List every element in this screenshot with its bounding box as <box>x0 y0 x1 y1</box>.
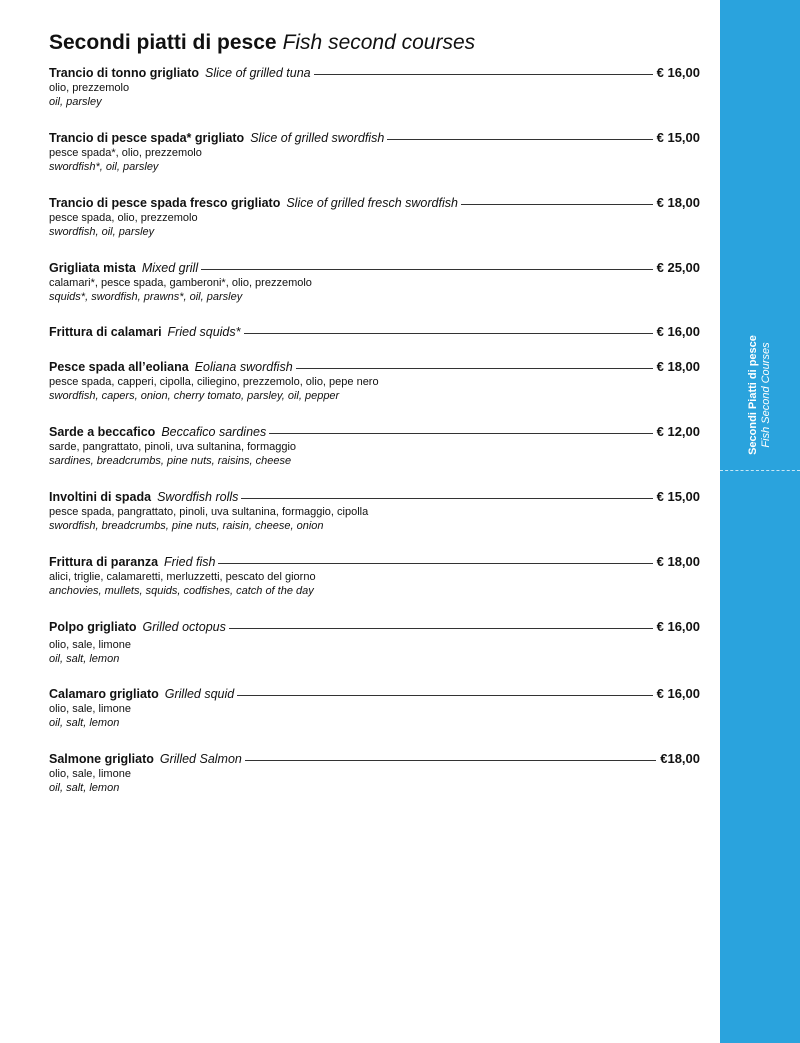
dotted-leader <box>218 563 652 564</box>
dotted-leader <box>269 433 652 434</box>
menu-item <box>49 423 700 488</box>
dish-name-italian: Frittura di paranza <box>49 555 159 569</box>
dish-name-italian: Grigliata mista <box>49 261 136 275</box>
menu-item-header <box>49 685 700 702</box>
menu-item <box>49 323 700 358</box>
ingredients-italian: olio, sale, limone <box>49 703 131 715</box>
ingredients-italian: olio, prezzemolo <box>49 82 130 94</box>
menu-item <box>49 64 700 129</box>
dish-name-english: Grilled squid <box>164 687 235 701</box>
sidebar-label-italian: Secondi Piatti di pesce <box>747 335 759 455</box>
dish-name-english: Grilled Salmon <box>159 752 242 766</box>
dotted-leader <box>237 695 652 696</box>
dish-name-italian: Involtini di spada <box>49 490 152 504</box>
ingredients-italian: pesce spada, capperi, cipolla, ciliegino, prezzemolo, olio, pepe nero <box>49 376 379 388</box>
dish-name-english: Swordfish rolls <box>157 490 239 504</box>
dish-name-english: Beccafico sardines <box>161 425 267 439</box>
ingredients-english: swordfish*, oil, parsley <box>49 161 159 173</box>
dish-name-english: Mixed grill <box>141 261 199 275</box>
menu-item <box>49 553 700 618</box>
ingredients-english: swordfish, oil, parsley <box>49 226 155 238</box>
dish-name-english: Fried squids* <box>167 325 241 339</box>
dotted-leader <box>314 74 653 75</box>
sidebar-divider <box>720 470 800 471</box>
dotted-leader <box>387 139 652 140</box>
menu-item-header <box>49 64 700 81</box>
dish-price: € 25,00 <box>656 260 700 275</box>
dish-price: € 16,00 <box>656 619 700 634</box>
menu-item <box>49 488 700 553</box>
dish-name-italian: Trancio di pesce spada fresco grigliato <box>49 196 281 210</box>
menu-item <box>49 685 700 750</box>
dish-name-italian: Pesce spada all’eoliana <box>49 360 189 374</box>
ingredients-english: oil, salt, lemon <box>49 717 120 729</box>
menu-item-header <box>49 423 700 440</box>
dish-price: € 15,00 <box>656 130 700 145</box>
dotted-leader <box>229 628 653 629</box>
dish-name-english: Slice of grilled tuna <box>205 66 311 80</box>
dish-price: € 18,00 <box>656 195 700 210</box>
menu-item-header <box>49 323 700 340</box>
ingredients-italian: pesce spada*, olio, prezzemolo <box>49 147 202 159</box>
ingredients-italian: alici, triglie, calamaretti, merluzzetti, pescato del giorno <box>49 571 316 583</box>
menu-page <box>49 28 700 800</box>
menu-item <box>49 750 700 800</box>
ingredients-english: oil, salt, lemon <box>49 782 120 794</box>
menu-item-header <box>49 488 700 505</box>
dish-price: €18,00 <box>660 751 700 766</box>
menu-item-header <box>49 259 700 276</box>
dish-name-italian: Trancio di pesce spada* grigliato <box>49 131 245 145</box>
dish-name-italian: Trancio di tonno grigliato <box>49 66 199 80</box>
ingredients-english: oil, parsley <box>49 96 102 108</box>
page-title-italian: Secondi piatti di pesce <box>49 31 277 54</box>
ingredients-english: anchovies, mullets, squids, codfishes, catch of the day <box>49 585 314 597</box>
dish-price: € 15,00 <box>656 489 700 504</box>
dish-price: € 16,00 <box>656 686 700 701</box>
dish-price: € 18,00 <box>656 359 700 374</box>
menu-item <box>49 618 700 685</box>
ingredients-italian: calamari*, pesce spada, gamberoni*, olio, prezzemolo <box>49 277 312 289</box>
menu-item <box>49 194 700 259</box>
dish-name-italian: Frittura di calamari <box>49 325 162 339</box>
page-title-english: Fish second courses <box>282 31 476 54</box>
ingredients-english: swordfish, breadcrumbs, pine nuts, raisin, cheese, onion <box>49 520 324 532</box>
dish-price: € 16,00 <box>656 324 700 339</box>
menu-item-header <box>49 553 700 570</box>
menu-item-header <box>49 358 700 375</box>
dish-name-italian: Sarde a beccafico <box>49 425 156 439</box>
ingredients-english: swordfish, capers, onion, cherry tomato, parsley, oil, pepper <box>49 390 340 402</box>
ingredients-english: oil, salt, lemon <box>49 653 120 665</box>
dish-name-italian: Salmone grigliato <box>49 752 154 766</box>
sidebar <box>720 0 800 1043</box>
dotted-leader <box>461 204 653 205</box>
sidebar-label-english: Fish Second Courses <box>760 342 772 448</box>
dotted-leader <box>245 760 656 761</box>
menu-item-header <box>49 194 700 211</box>
dish-name-english: Eoliana swordfish <box>194 360 293 374</box>
dotted-leader <box>201 269 653 270</box>
menu-item <box>49 358 700 423</box>
menu-list <box>49 64 700 800</box>
dotted-leader <box>296 368 653 369</box>
dish-name-english: Grilled octopus <box>142 620 226 634</box>
dish-price: € 18,00 <box>656 554 700 569</box>
ingredients-english: sardines, breadcrumbs, pine nuts, raisins, cheese <box>49 455 292 467</box>
menu-item-header <box>49 750 700 767</box>
dish-name-english: Fried fish <box>164 555 216 569</box>
ingredients-italian: sarde, pangrattato, pinoli, uva sultanina, formaggio <box>49 441 297 453</box>
ingredients-italian: pesce spada, olio, prezzemolo <box>49 212 198 224</box>
dish-name-italian: Polpo grigliato <box>49 620 137 634</box>
dish-price: € 16,00 <box>656 65 700 80</box>
dish-name-english: Slice of grilled fresch swordfish <box>286 196 458 210</box>
ingredients-english: squids*, swordfish, prawns*, oil, parsley <box>49 291 243 303</box>
menu-item-header <box>49 129 700 146</box>
menu-item <box>49 129 700 194</box>
sidebar-vertical-text <box>747 335 773 455</box>
dish-name-italian: Calamaro grigliato <box>49 687 159 701</box>
ingredients-italian: olio, sale, limone <box>49 639 131 651</box>
dish-price: € 12,00 <box>656 424 700 439</box>
ingredients-italian: olio, sale, limone <box>49 768 131 780</box>
menu-item-header <box>49 618 700 635</box>
dotted-leader <box>244 333 653 334</box>
sidebar-section-label <box>720 0 800 1043</box>
dotted-leader <box>241 498 652 499</box>
page-title <box>49 28 700 64</box>
dish-name-english: Slice of grilled swordfish <box>250 131 385 145</box>
menu-item <box>49 259 700 323</box>
ingredients-italian: pesce spada, pangrattato, pinoli, uva sultanina, formaggio, cipolla <box>49 506 369 518</box>
